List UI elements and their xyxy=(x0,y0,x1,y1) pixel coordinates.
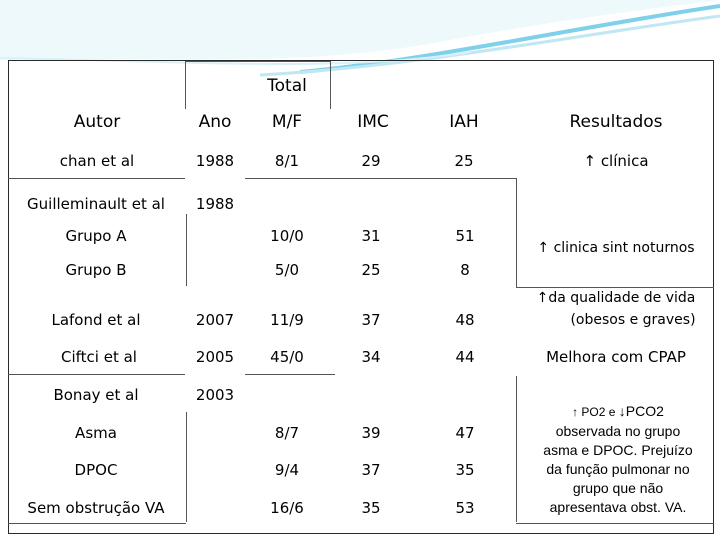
res-bonay-line0 xyxy=(534,402,702,422)
cell-resultado-line2: (obesos e graves) xyxy=(570,312,696,328)
res-bonay-line4: grupo que não xyxy=(572,480,664,496)
grid-line xyxy=(516,376,517,522)
res-bonay-line5: apresentava obst. VA. xyxy=(549,499,687,515)
cell-imc: 35 xyxy=(361,499,381,517)
cell-mf: 8/7 xyxy=(274,424,300,442)
grid-line xyxy=(516,523,714,524)
cell-iah: 48 xyxy=(455,311,475,329)
cell-autor: Guilleminault et al xyxy=(27,195,165,213)
cell-iah: 35 xyxy=(455,461,475,479)
grid-line xyxy=(330,61,331,109)
cell-imc: 37 xyxy=(361,311,381,329)
grid-line xyxy=(186,412,187,522)
cell-autor: Bonay et al xyxy=(53,386,139,404)
cell-ano: 2005 xyxy=(195,348,235,366)
grid-line xyxy=(186,214,187,286)
cell-imc: 31 xyxy=(361,227,381,245)
cell-autor: Sem obstrução VA xyxy=(27,499,165,517)
cell-autor: DPOC xyxy=(74,461,118,479)
cell-resultado-bonay xyxy=(534,402,702,517)
cell-autor: Ciftci et al xyxy=(61,348,137,366)
grid-line xyxy=(8,178,185,179)
header-imc: IMC xyxy=(357,112,389,132)
cell-iah: 25 xyxy=(454,152,474,170)
cell-mf: 8/1 xyxy=(274,152,300,170)
header-mf: M/F xyxy=(271,112,303,132)
pco2-text: ↓PCO2 xyxy=(618,403,664,419)
cell-autor: Grupo A xyxy=(65,227,127,245)
header-total: Total xyxy=(267,76,307,96)
grid-line xyxy=(516,178,517,288)
cell-iah: 44 xyxy=(455,348,475,366)
cell-imc: 29 xyxy=(361,152,381,170)
cell-mf: 9/4 xyxy=(274,461,300,479)
cell-iah: 8 xyxy=(460,261,470,279)
header-autor: Autor xyxy=(73,112,121,132)
cell-iah: 51 xyxy=(455,227,475,245)
cell-resultado: Melhora com CPAP xyxy=(546,348,686,366)
cell-imc: 34 xyxy=(361,348,381,366)
res-bonay-line1: observada no grupo xyxy=(555,423,681,439)
cell-iah: 53 xyxy=(455,499,475,517)
grid-line xyxy=(516,287,714,288)
grid-line xyxy=(245,178,516,179)
header-resultados: Resultados xyxy=(569,112,663,132)
header-ano: Ano xyxy=(198,112,232,132)
cell-ano: 2003 xyxy=(195,386,235,404)
header-iah: IAH xyxy=(449,112,479,132)
cell-iah: 47 xyxy=(455,424,475,442)
cell-mf: 16/6 xyxy=(270,499,304,517)
cell-imc: 37 xyxy=(361,461,381,479)
res-bonay-line3: da função pulmonar no xyxy=(546,461,690,477)
cell-mf: 10/0 xyxy=(270,227,304,245)
cell-autor: chan et al xyxy=(59,152,135,170)
grid-line xyxy=(8,523,186,524)
grid-line xyxy=(185,61,330,62)
cell-ano: 2007 xyxy=(195,311,235,329)
grid-line xyxy=(8,374,185,375)
cell-imc: 39 xyxy=(361,424,381,442)
cell-resultado-line1: ↑da qualidade de vida xyxy=(536,290,696,306)
cell-resultado: ↑ clínica xyxy=(583,152,649,170)
cell-mf: 11/9 xyxy=(270,311,304,329)
cell-resultado: ↑ clinica sint noturnos xyxy=(537,240,695,256)
cell-mf: 45/0 xyxy=(270,348,304,366)
cell-ano: 1988 xyxy=(195,152,235,170)
cell-mf: 5/0 xyxy=(274,261,300,279)
po2-text: ↑ PO2 e xyxy=(572,405,619,419)
cell-autor: Lafond et al xyxy=(51,311,141,329)
res-bonay-line2: asma e DPOC. Prejuízo xyxy=(543,442,693,458)
cell-ano: 1988 xyxy=(195,195,235,213)
grid-line xyxy=(185,61,186,109)
cell-autor: Asma xyxy=(75,424,117,442)
cell-imc: 25 xyxy=(361,261,381,279)
grid-line xyxy=(245,374,335,375)
cell-autor: Grupo B xyxy=(65,261,127,279)
